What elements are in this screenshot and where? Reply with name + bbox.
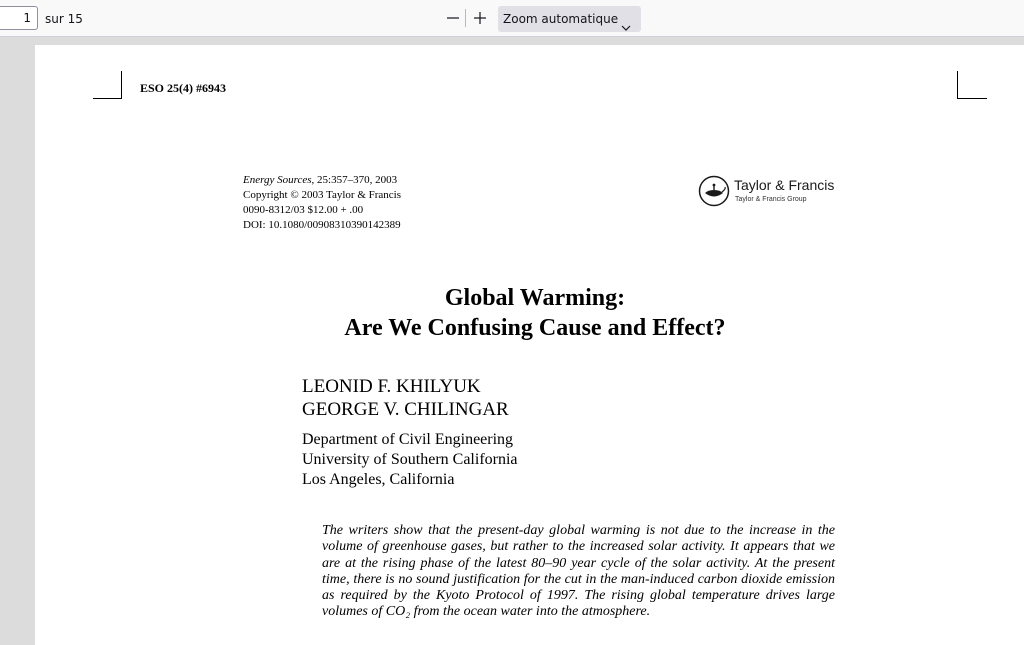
pdf-page: [35, 45, 1024, 645]
chevron-down-icon: [621, 15, 631, 41]
journal-name: Energy Sources: [243, 174, 312, 186]
author: LEONID F. KHILYUK: [302, 376, 481, 397]
copyright-line: Copyright © 2003 Taylor & Francis: [243, 189, 402, 201]
doi-line: DOI: 10.1080/00908310390142389: [243, 219, 401, 231]
zoom-select-label: Zoom automatique: [503, 12, 619, 26]
zoom-select[interactable]: [498, 6, 641, 32]
page-number-input[interactable]: 1: [0, 6, 38, 30]
crop-mark: [957, 71, 958, 99]
zoom-in-icon[interactable]: [470, 8, 490, 28]
zoom-separator: [465, 9, 466, 27]
publisher-name: Taylor & Francis: [734, 177, 835, 193]
document-code: ESO 25(4) #6943: [140, 81, 227, 95]
citation-detail: , 25:357–370, 2003: [311, 174, 398, 186]
pdf-toolbar: [0, 0, 1024, 37]
affiliation-line: Los Angeles, California: [302, 471, 455, 488]
page-count: sur 15: [45, 12, 83, 26]
author: GEORGE V. CHILINGAR: [302, 399, 509, 420]
publisher-logo: [698, 175, 838, 211]
crop-mark: [93, 98, 121, 99]
affiliation-line: Department of Civil Engineering: [302, 431, 514, 448]
article-title-line2: Are We Confusing Cause and Effect?: [344, 315, 726, 341]
zoom-out-icon[interactable]: [443, 8, 463, 28]
author-list: [302, 375, 509, 421]
article-title-line1: Global Warming:: [444, 285, 626, 311]
citation-block: [243, 173, 401, 233]
publisher-group: Taylor & Francis Group: [735, 196, 807, 203]
affiliation: [302, 430, 518, 490]
issn-line: 0090-8312/03 $12.00 + .00: [243, 204, 364, 216]
crop-mark: [121, 71, 122, 99]
affiliation-line: University of Southern California: [302, 451, 518, 468]
abstract: The writers show that the present-day global warming is not due to the increase in the volume of greenhouse gases, but rather to the increased solar activity. It appears that we are at the rising phase of the latest 80–90 year cycle of the solar activity. At the present time, there is no sound justification for the cut in the man-induced carbon dioxide emission as required by the Kyoto Protocol of 1997. The rising global temperature drives large volumes of CO₂ from the ocean water into the atmosphere.: [322, 523, 835, 620]
crop-mark: [957, 98, 987, 99]
publisher-lamp-icon: [698, 175, 732, 209]
citation-line: [243, 173, 401, 188]
